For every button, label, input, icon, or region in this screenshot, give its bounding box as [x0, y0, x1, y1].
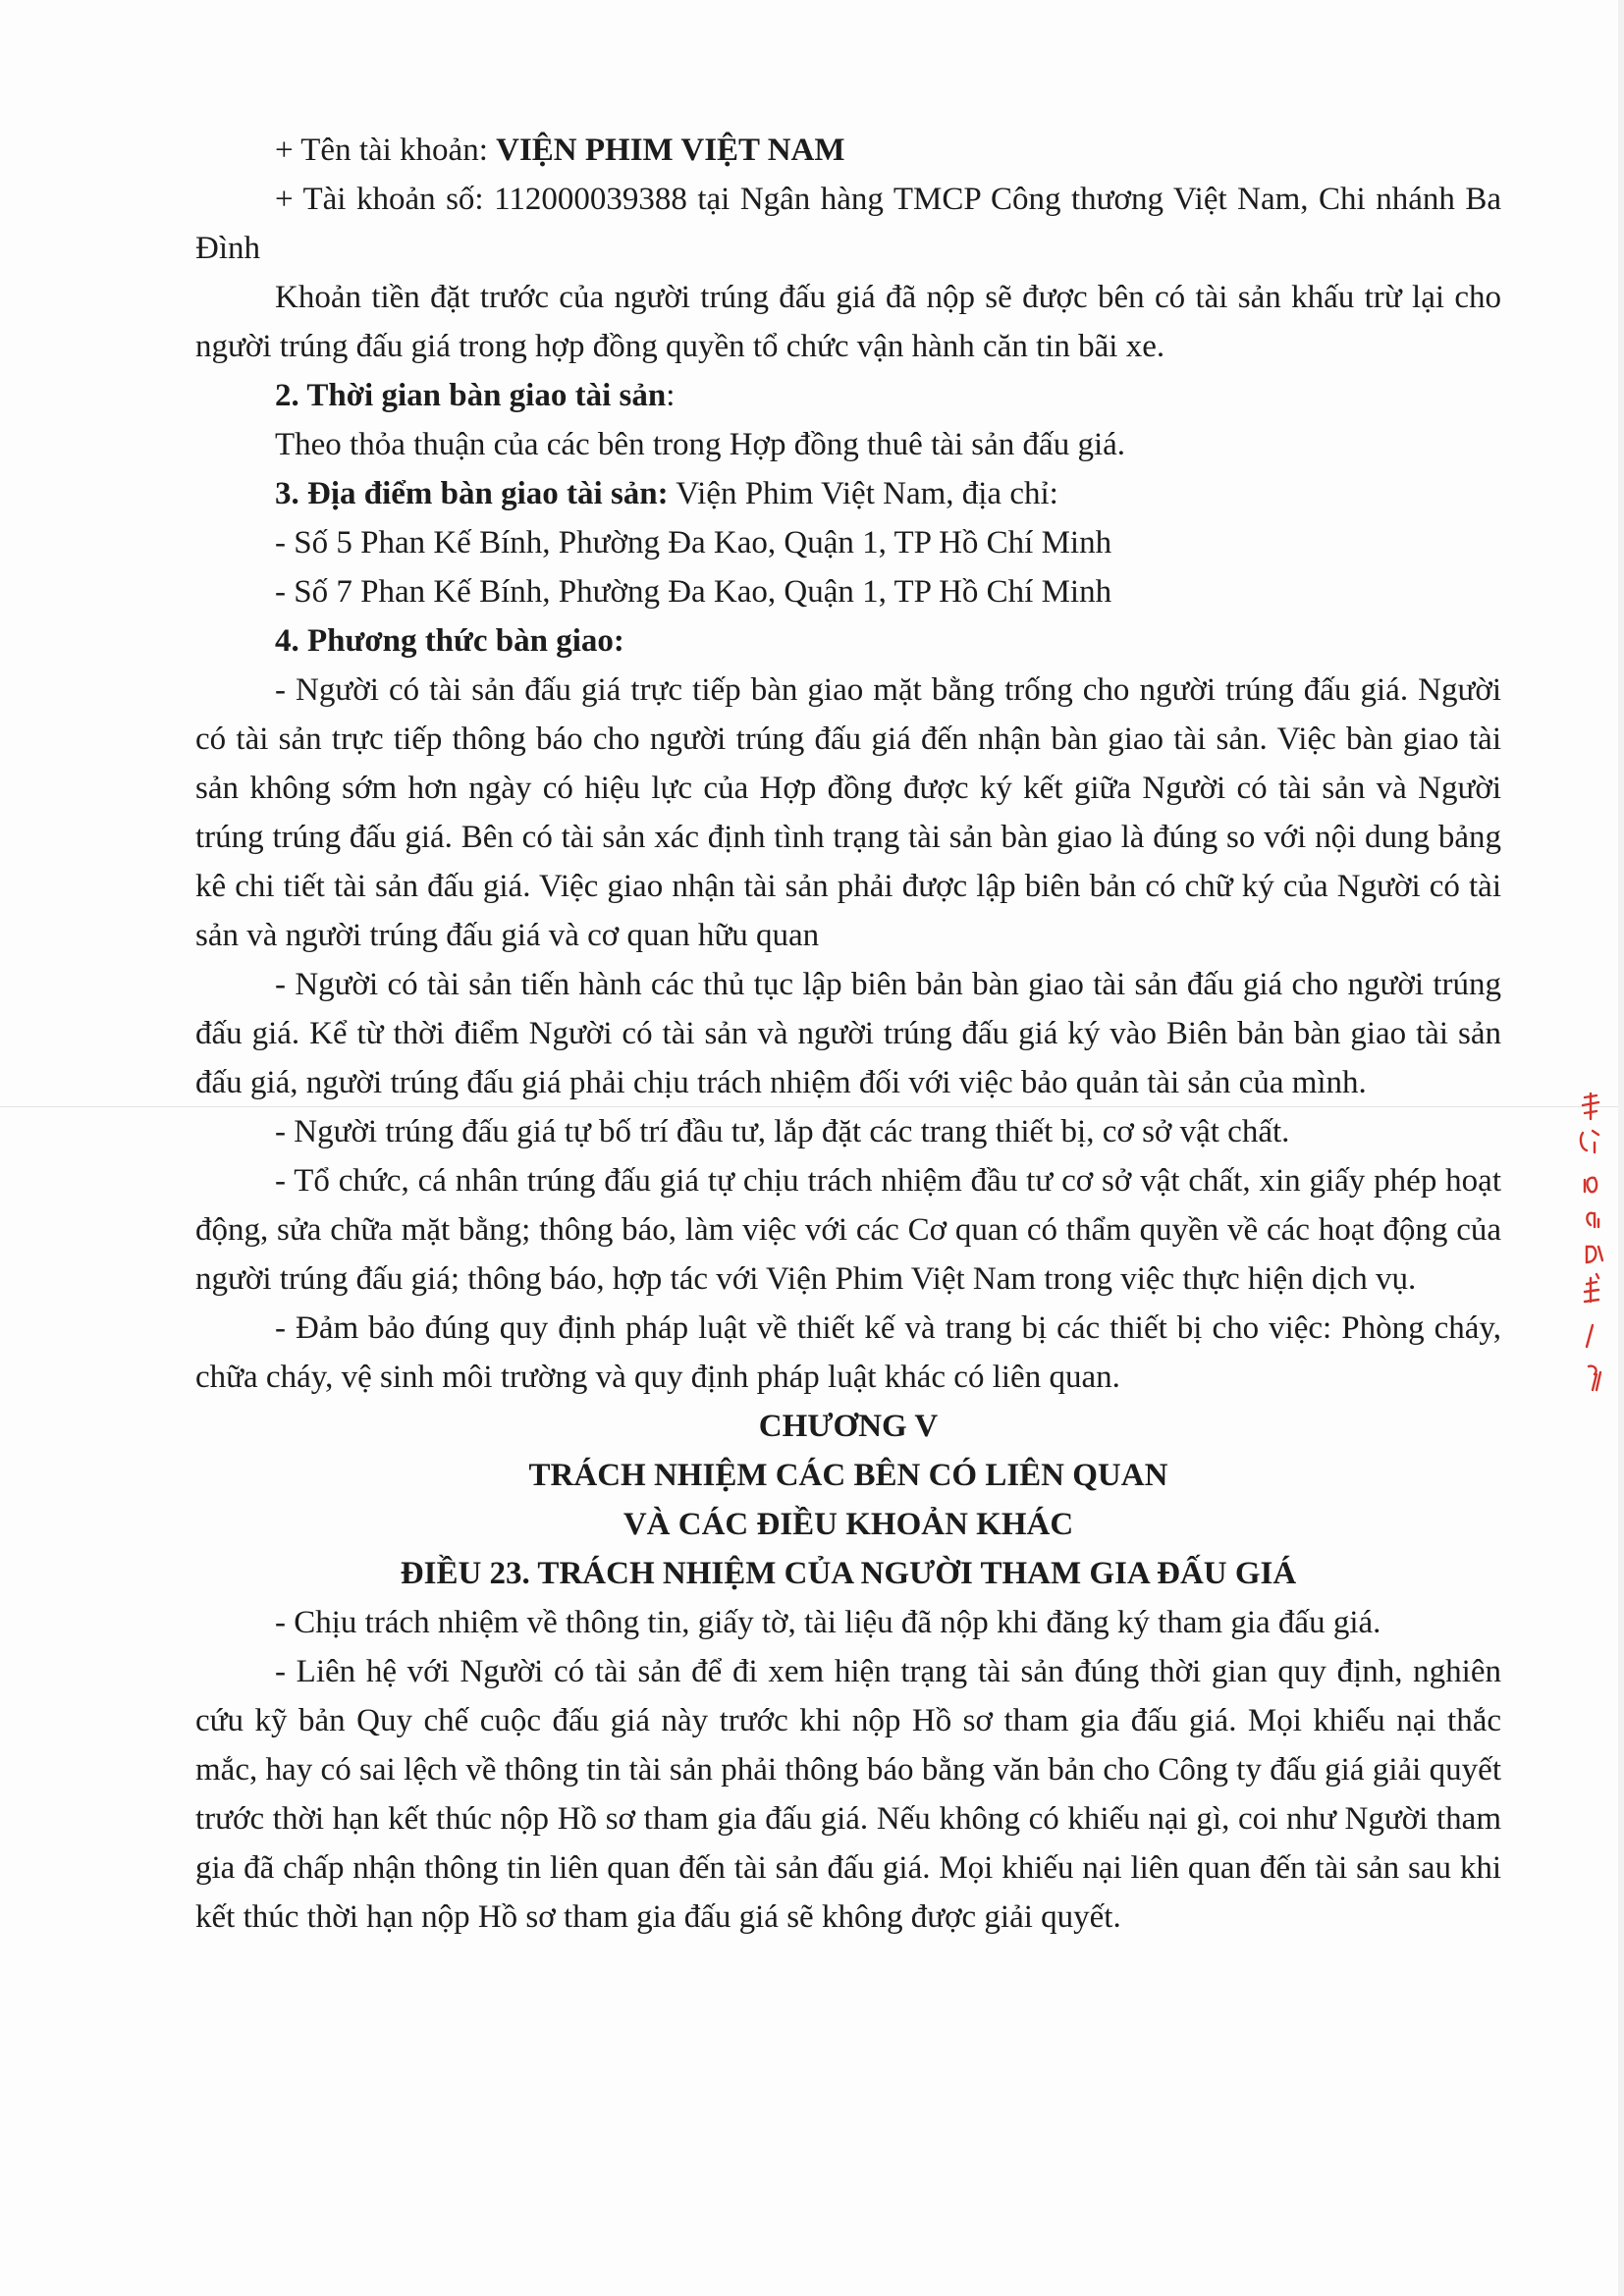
section-2-heading-line	[195, 371, 1501, 420]
chapter-title-line-1: TRÁCH NHIỆM CÁC BÊN CÓ LIÊN QUAN	[528, 1458, 1168, 1493]
address-line: - Số 5 Phan Kế Bính, Phường Đa Kao, Quận 1, TP Hồ Chí Minh	[275, 525, 1112, 561]
chapter-title-line-2: VÀ CÁC ĐIỀU KHOẢN KHÁC	[623, 1507, 1074, 1542]
section-4-paragraph: - Người có tài sản đấu giá trực tiếp bàn giao mặt bằng trống cho người trúng đấu giá. Người có tài sản trực tiếp thông báo cho người trúng đấu giá đến nhận bàn giao tài sản. Việc bàn giao tài sản không sớm hơn ngày có hiệu lực của Hợp đồng được ký kết giữa Người có tài sản và Người trúng trúng đấu giá. Bên có tài sản xác định tình trạng tài sản bàn giao là đúng so với nội dung bảng kê chi tiết tài sản đấu giá. Việc giao nhận tài sản phải được lập biên bản có chữ ký của Người có tài sản và người trúng đấu giá và cơ quan hữu quan	[195, 672, 1501, 953]
section-2-colon: :	[666, 378, 676, 413]
section-4-paragraph: - Người có tài sản tiến hành các thủ tục lập biên bản bàn giao tài sản đấu giá cho người trúng đấu giá. Kể từ thời điểm Người có tài sản và người trúng đấu giá ký vào Biên bản bàn giao tài sản đấu giá, người trúng đấu giá phải chịu trách nhiệm đối với việc bảo quản tài sản của mình.	[195, 967, 1501, 1100]
section-4-paragraph: - Người trúng đấu giá tự bố trí đầu tư, lắp đặt các trang thiết bị, cơ sở vật chất.	[275, 1114, 1290, 1149]
chapter-number: CHƯƠNG V	[758, 1409, 939, 1444]
section-4-paragraph: - Đảm bảo đúng quy định pháp luật về thiết kế và trang bị các thiết bị cho việc: Phòng cháy, chữa cháy, vệ sinh môi trường và quy định pháp luật khác có liên quan.	[195, 1310, 1501, 1395]
account-name-label: + Tên tài khoản:	[275, 133, 497, 168]
section-2-heading: 2. Thời gian bàn giao tài sản	[275, 378, 667, 413]
section-4-paragraph: - Tổ chức, cá nhân trúng đấu giá tự chịu trách nhiệm đầu tư cơ sở vật chất, xin giấy phép hoạt động, sửa chữa mặt bằng; thông báo, làm việc với các Cơ quan có thẩm quyền về các hoạt động của người trúng đấu giá; thông báo, hợp tác với Viện Phim Việt Nam trong việc thực hiện dịch vụ.	[195, 1163, 1501, 1297]
account-name-line	[195, 126, 1501, 175]
article-23-heading: ĐIỀU 23. TRÁCH NHIỆM CỦA NGƯỜI THAM GIA ĐẤU GIÁ	[400, 1556, 1297, 1591]
account-number-line: + Tài khoản số: 112000039388 tại Ngân hàng TMCP Công thương Việt Nam, Chi nhánh Ba Đình	[195, 182, 1501, 266]
section-3-heading: 3. Địa điểm bàn giao tài sản:	[275, 476, 669, 511]
article-23-paragraph: - Liên hệ với Người có tài sản để đi xem hiện trạng tài sản đúng thời gian quy định, nghiên cứu kỹ bản Quy chế cuộc đấu giá này trước khi nộp Hồ sơ tham gia đấu giá. Mọi khiếu nại thắc mắc, hay có sai lệch về thông tin tài sản phải thông báo bằng văn bản cho Công ty đấu giá giải quyết trước thời hạn kết thúc nộp Hồ sơ tham gia đấu giá. Nếu không có khiếu nại gì, coi như Người tham gia đã chấp nhận thông tin liên quan đến tài sản đấu giá. Mọi khiếu nại liên quan đến tài sản sau khi kết thúc thời hạn nộp Hồ sơ tham gia đấu giá sẽ không được giải quyết.	[195, 1654, 1501, 1935]
section-3-text: Viện Phim Việt Nam, địa chỉ:	[668, 476, 1058, 511]
document-body	[195, 126, 1501, 1942]
red-seal-stamp	[1571, 1090, 1610, 1394]
section-2-text: Theo thỏa thuận của các bên trong Hợp đồng thuê tài sản đấu giá.	[275, 427, 1126, 462]
section-3-heading-line	[195, 469, 1501, 518]
account-name-value: VIỆN PHIM VIỆT NAM	[496, 133, 845, 168]
section-4-heading: 4. Phương thức bàn giao:	[275, 623, 624, 659]
address-line: - Số 7 Phan Kế Bính, Phường Đa Kao, Quận 1, TP Hồ Chí Minh	[275, 574, 1112, 610]
page-edge-shadow	[1618, 0, 1624, 2296]
deposit-note: Khoản tiền đặt trước của người trúng đấu giá đã nộp sẽ được bên có tài sản khấu trừ lại cho người trúng đấu giá trong hợp đồng quyền tổ chức vận hành căn tin bãi xe.	[195, 280, 1501, 364]
article-23-paragraph: - Chịu trách nhiệm về thông tin, giấy tờ, tài liệu đã nộp khi đăng ký tham gia đấu giá.	[275, 1605, 1381, 1640]
